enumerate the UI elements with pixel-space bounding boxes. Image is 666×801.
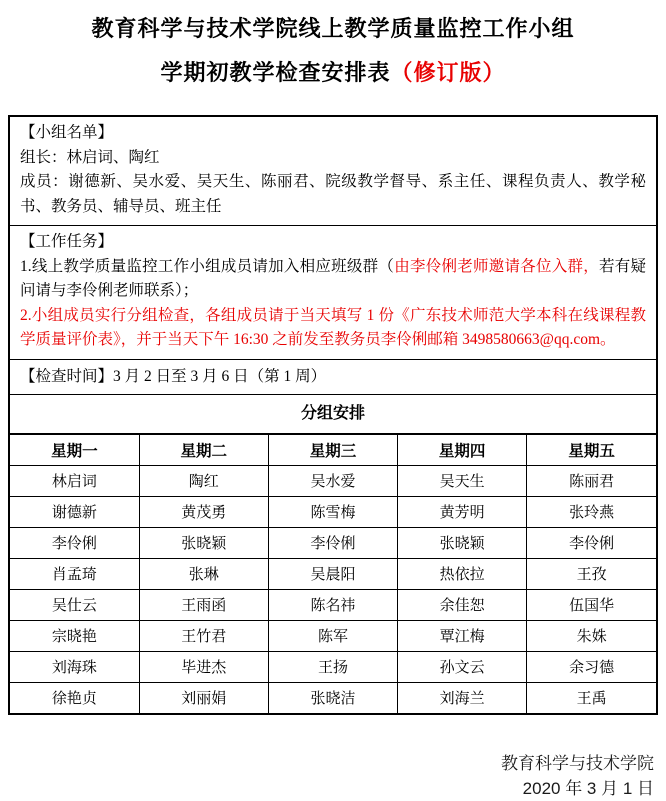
weekday-header-cell: 星期三 — [268, 434, 397, 465]
member-cell: 吴仕云 — [10, 589, 139, 620]
member-cell: 李伶俐 — [527, 527, 656, 558]
member-cell: 余佳恕 — [398, 589, 527, 620]
member-cell: 陈军 — [268, 620, 397, 651]
table-row — [10, 682, 656, 713]
member-cell: 吴晨阳 — [268, 558, 397, 589]
table-row — [10, 589, 656, 620]
tasks-section — [10, 226, 656, 360]
document-subtitle — [8, 58, 658, 88]
check-time-row: 【检查时间】3 月 2 日至 3 月 6 日（第 1 周） — [10, 360, 656, 395]
member-cell: 徐艳贞 — [10, 682, 139, 713]
weekday-header-cell: 星期五 — [527, 434, 656, 465]
member-cell: 毕进杰 — [139, 651, 268, 682]
member-cell: 张玲燕 — [527, 496, 656, 527]
task-item-2: 2.小组成员实行分组检查，各组成员请于当天填写 1 份《广东技术师范大学本科在线课程教学质量评价表》，并于当天下午 16:30 之前发至教务员李伶俐邮箱 3498580663@qq.com。 — [20, 306, 646, 348]
main-table — [8, 115, 658, 715]
member-cell: 陈雪梅 — [268, 496, 397, 527]
member-cell: 刘海珠 — [10, 651, 139, 682]
footer-date: 2020 年 3 月 1 日 — [522, 778, 654, 798]
member-cell: 谢德新 — [10, 496, 139, 527]
table-row — [10, 558, 656, 589]
roster-section — [10, 117, 656, 226]
member-cell: 覃江梅 — [398, 620, 527, 651]
member-cell: 吴水爱 — [268, 465, 397, 496]
member-cell: 刘丽娟 — [139, 682, 268, 713]
weekday-header-row — [10, 434, 656, 465]
weekday-header-cell: 星期四 — [398, 434, 527, 465]
member-cell: 王孜 — [527, 558, 656, 589]
member-cell: 张晓颖 — [139, 527, 268, 558]
member-cell: 林启词 — [10, 465, 139, 496]
roster-heading: 【小组名单】 — [20, 124, 114, 141]
task1-text-end: 若有疑问请与李伶俐老师联系）； — [20, 257, 646, 299]
weekday-header-cell: 星期二 — [139, 434, 268, 465]
table-row — [10, 496, 656, 527]
member-cell: 王禹 — [527, 682, 656, 713]
member-cell: 陶红 — [139, 465, 268, 496]
member-cell: 余习德 — [527, 651, 656, 682]
tasks-heading: 【工作任务】 — [20, 233, 114, 250]
member-cell: 黄芳明 — [398, 496, 527, 527]
schedule-table — [10, 434, 656, 713]
group-arrangement-title: 分组安排 — [10, 395, 656, 434]
member-cell: 李伶俐 — [268, 527, 397, 558]
roster-members-line: 成员：谢德新、吴水爱、吴天生、陈丽君、院级教学督导、系主任、课程负责人、教学秘书、教务员、辅导员、班主任 — [20, 173, 646, 215]
task-item-1 — [20, 255, 646, 304]
schedule-table-head — [10, 434, 656, 465]
member-cell: 孙文云 — [398, 651, 527, 682]
table-row — [10, 620, 656, 651]
task1-text-start: 1.线上教学质量监控工作小组成员请加入相应班级群（ — [20, 257, 395, 275]
member-cell: 李伶俐 — [10, 527, 139, 558]
member-cell: 吴天生 — [398, 465, 527, 496]
table-row — [10, 465, 656, 496]
schedule-table-body — [10, 465, 656, 713]
member-cell: 张琳 — [139, 558, 268, 589]
member-cell: 陈名祎 — [268, 589, 397, 620]
weekday-header-cell: 星期一 — [10, 434, 139, 465]
member-cell: 朱姝 — [527, 620, 656, 651]
member-cell: 张晓颖 — [398, 527, 527, 558]
member-cell: 王扬 — [268, 651, 397, 682]
member-cell: 肖孟琦 — [10, 558, 139, 589]
member-cell: 张晓洁 — [268, 682, 397, 713]
member-cell: 王竹君 — [139, 620, 268, 651]
roster-leader-line: 组长：林启词、陶红 — [20, 148, 160, 166]
member-cell: 王雨函 — [139, 589, 268, 620]
member-cell: 宗晓艳 — [10, 620, 139, 651]
subtitle-main: 学期初教学检查安排表 — [160, 60, 391, 85]
member-cell: 陈丽君 — [527, 465, 656, 496]
member-cell: 伍国华 — [527, 589, 656, 620]
member-cell: 黄茂勇 — [139, 496, 268, 527]
table-row — [10, 651, 656, 682]
footer-organization: 教育科学与技术学院 — [501, 753, 654, 773]
table-row — [10, 527, 656, 558]
document-title: 教育科学与技术学院线上教学质量监控工作小组 — [91, 16, 575, 41]
member-cell: 刘海兰 — [398, 682, 527, 713]
member-cell: 热依拉 — [398, 558, 527, 589]
task1-red-note: 由李伶俐老师邀请各位入群， — [394, 257, 599, 275]
subtitle-revision-badge: （修订版） — [390, 60, 506, 85]
document-footer — [8, 751, 658, 801]
